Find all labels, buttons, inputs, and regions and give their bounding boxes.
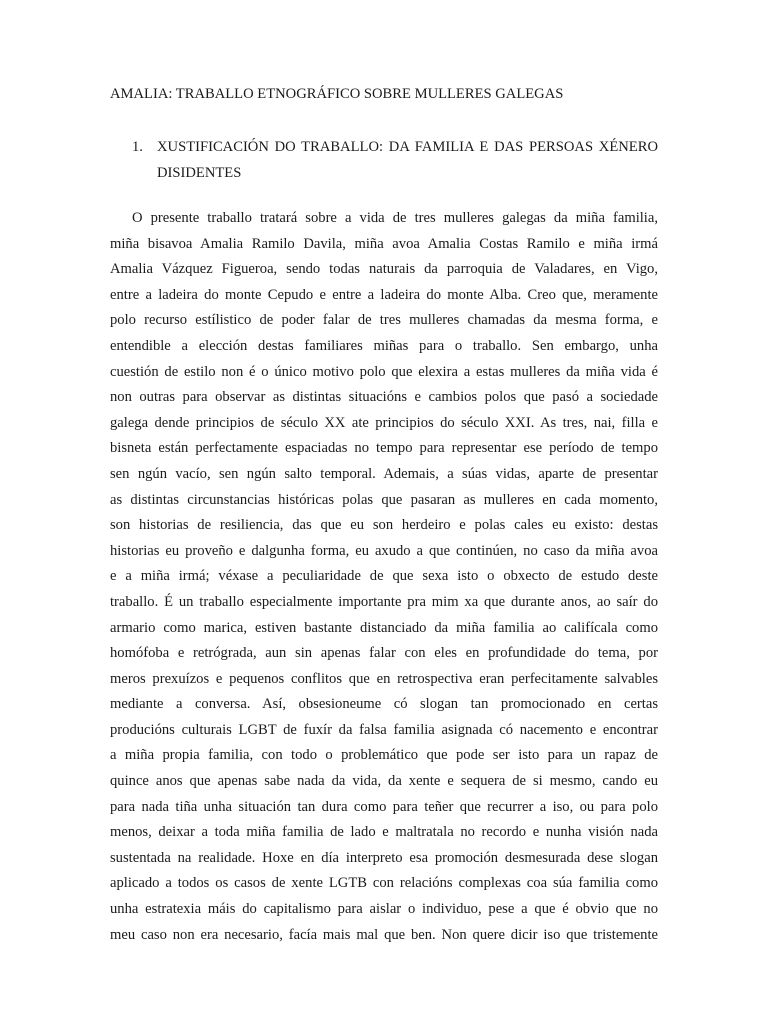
paragraph-line: e a miña irmá; véxase a peculiaridade de que sexa isto o obxecto de estudo deste: [110, 568, 658, 585]
paragraph-line: meros prexuízos e pequenos conflitos que en retrospectiva eran perfecitamente salvables: [110, 670, 658, 687]
paragraph-line: quince anos que apenas sabe nada da vida, da xente e sequera de si mesmo, cando eu: [110, 773, 658, 790]
paragraph-line: unha estratexia máis do capitalismo para aislar o individuo, pese a que é obvio que no: [110, 901, 658, 918]
body-paragraph: [110, 206, 658, 948]
paragraph-line: as distintas circunstancias históricas polas que pasaran as mulleres en cada momento,: [110, 491, 658, 508]
paragraph-line: a miña propia familia, con todo o problemático que pode ser isto para un rapaz de: [110, 747, 658, 764]
paragraph-line: mediante a conversa. Así, obsesioneume có slogan tan promocionado en certas: [110, 696, 658, 713]
paragraph-line: cuestión de estilo non é o único motivo polo que elexira a estas mulleres da miña vida é: [110, 363, 658, 380]
paragraph-line: bisneta están perfectamente espaciadas no tempo para representar ese período de tempo: [110, 440, 658, 457]
paragraph-line: armario como marica, estiven bastante distanciado da miña familia ao califícala como: [110, 619, 658, 636]
section-heading: [110, 134, 658, 186]
paragraph-line: sen ngún vacío, sen ngún salto temporal. Ademais, a súas vidas, aparte de presentar: [110, 465, 658, 482]
section-number: 1.: [132, 139, 143, 155]
paragraph-line: non outras para observar as distintas situacións e cambios polos que pasó a sociedade: [110, 389, 658, 406]
paragraph-line: meu caso non era necesario, facía mais mal que ben. Non quere dicir iso que tristemente: [110, 926, 658, 943]
paragraph-line: producións culturais LGBT de fuxír da falsa familia asignada có nacemento e encontrar: [110, 721, 658, 738]
paragraph-line: sustentada na realidade. Hoxe en día interpreto esa promoción desmesurada dese slogan: [110, 849, 658, 866]
paragraph-line: historias eu proveño e dalgunha forma, eu axudo a que continúen, no caso da miña avoa: [110, 542, 658, 559]
paragraph-line: Amalia Vázquez Figueroa, sendo todas naturais da parroquia de Valadares, en Vigo,: [110, 261, 658, 278]
paragraph-line: miña bisavoa Amalia Ramilo Davila, miña avoa Amalia Costas Ramilo e miña irmá: [110, 235, 658, 252]
document-title: AMALIA: TRABALLO ETNOGRÁFICO SOBRE MULLERES GALEGAS: [110, 86, 564, 102]
paragraph-line: menos, deixar a toda miña familia de lado e maltratala no recordo e nunha visión nada: [110, 824, 658, 841]
paragraph-line: homófoba e retrógrada, aun sin apenas falar con eles en profundidade do tema, por: [110, 645, 658, 662]
paragraph-line: entendible a elección destas familiares miñas para o traballo. Sen embargo, unha: [110, 337, 658, 354]
paragraph-line: galega dende principios de século XX ate principios do século XXI. As tres, nai, filla e: [110, 414, 658, 431]
paragraph-line: son historias de resiliencia, das que eu son herdeiro e polas cales eu existo: destas: [110, 517, 658, 534]
paragraph-line: O presente traballo tratará sobre a vida de tres mulleres galegas da miña familia,: [132, 210, 658, 226]
paragraph-line: aplicado a todos os casos de xente LGTB con relacións complexas coa súa familia como: [110, 875, 658, 892]
paragraph-line: para nada tiña unha situación tan dura como para teñer que recurrer a iso, ou para polo: [110, 798, 658, 815]
paragraph-line: polo recurso estílistico de poder falar de tres mulleres chamadas da mesma forma, e: [110, 312, 658, 329]
paragraph-line: traballo. É un traballo especialmente importante pra mim xa que durante anos, ao saír do: [110, 593, 658, 610]
section-heading-text: XUSTIFICACIÓN DO TRABALLO: DA FAMILIA E DAS PERSOAS XÉNERO DISIDENTES: [157, 139, 658, 181]
paragraph-line: entre a ladeira do monte Cepudo e entre a ladeira do monte Alba. Creo que, meramente: [110, 286, 658, 303]
